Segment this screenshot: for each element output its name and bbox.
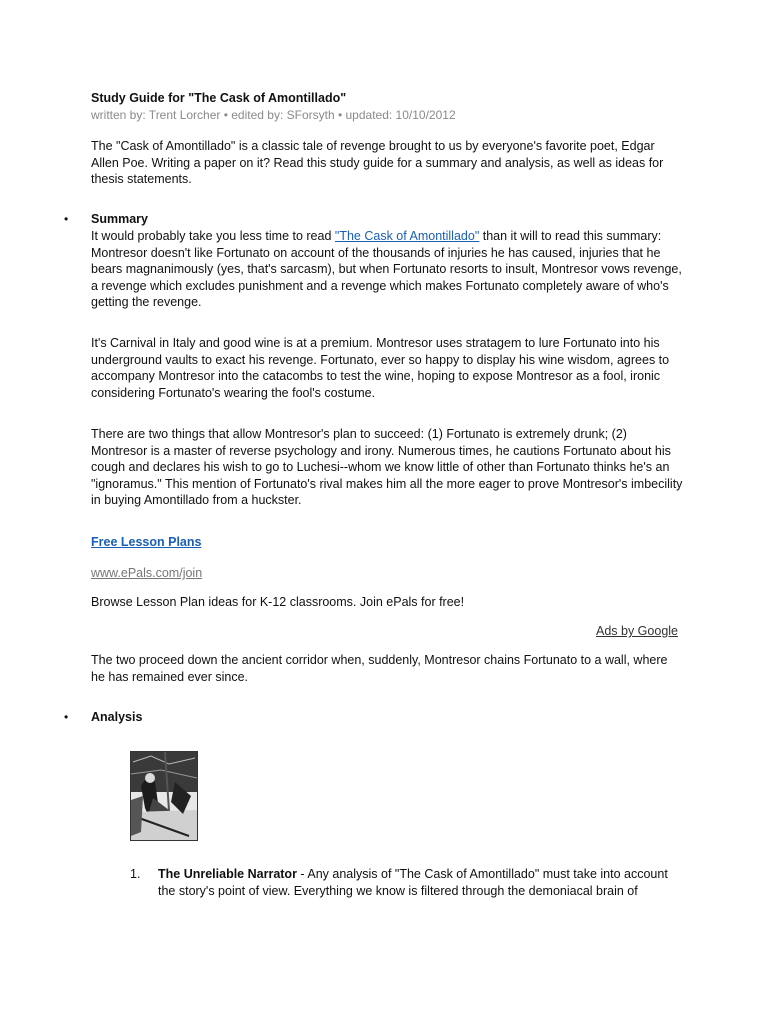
summary-paragraph-3: There are two things that allow Montresor's plan to succeed: (1) Fortunato is extremely drunk; (2) Montresor is a master of reverse psychology and irony. Numerous times, he cautions Fortunato about his cough and declares his wish to go to Luchesi--whom we know little of other than Fortunato thinks he's an "ignoramus." This mention of Fortunato's rival makes him all the more eager to prove Montresor's imbecility in buying Amontillado from a huckster. (91, 427, 683, 507)
illustration-graphic (131, 752, 197, 840)
summary-heading: Summary (91, 212, 148, 226)
intro-paragraph: The "Cask of Amontillado" is a classic tale of revenge brought to us by everyone's favorite poet, Edgar Allen Poe. Writing a paper on it? Read this study guide for a summary and analysis, as well as ideas for thesis statements. (91, 139, 664, 186)
list-number: 1. (130, 867, 141, 881)
list-item-body: - Any analysis of "The Cask of Amontillado" must take into account the story's point of view. Everything we know is filtered through the demoniacal brain of (158, 867, 668, 898)
list-item-title: The Unreliable Narrator (158, 867, 297, 881)
summary-paragraph-1 (91, 228, 683, 311)
page-title: Study Guide for "The Cask of Amontillado" (91, 91, 347, 105)
summary-paragraph-4: The two proceed down the ancient corridor when, suddenly, Montresor chains Fortunato to a wall, where he has remained ever since. (91, 653, 668, 684)
story-illustration (130, 751, 198, 841)
summary-text-before-link: It would probably take you less time to read (91, 229, 335, 243)
summary-text-after-link: than it will to read this summary: Montresor doesn't like Fortunato on account of the thousands of injuries he has caused, injuries that he bears magnanimously (yes, that's sarcasm), but when Fortunato resorts to insult, Montresor vows revenge, a revenge which excludes punishment and a revenge which makes Fortunato completely aware of who's getting the revenge. (91, 229, 682, 309)
ad-description: Browse Lesson Plan ideas for K-12 classrooms. Join ePals for free! (91, 595, 465, 609)
bullet-icon: • (64, 212, 69, 226)
story-link[interactable]: "The Cask of Amontillado" (334, 229, 480, 243)
ads-by-google-link[interactable]: Ads by Google (596, 624, 678, 638)
summary-paragraph-2: It's Carnival in Italy and good wine is at a premium. Montresor uses stratagem to lure Fortunato into his underground vaults to exact his revenge. Fortunato, ever so happy to display his wine wisdom, agrees to accompany Montresor into the catacombs to test the wine, hoping to expose Montresor as a fool, ironic considering Fortunato's wearing the fool's costume. (91, 336, 670, 400)
analysis-heading: Analysis (91, 710, 143, 724)
analysis-list-item (130, 866, 680, 899)
list-item-text (158, 866, 680, 899)
bullet-icon: • (64, 710, 69, 724)
ad-url-link[interactable]: www.ePals.com/join (91, 566, 203, 580)
ad-title-link[interactable]: Free Lesson Plans (91, 535, 202, 549)
byline: written by: Trent Lorcher • edited by: SForsyth • updated: 10/10/2012 (91, 108, 456, 122)
